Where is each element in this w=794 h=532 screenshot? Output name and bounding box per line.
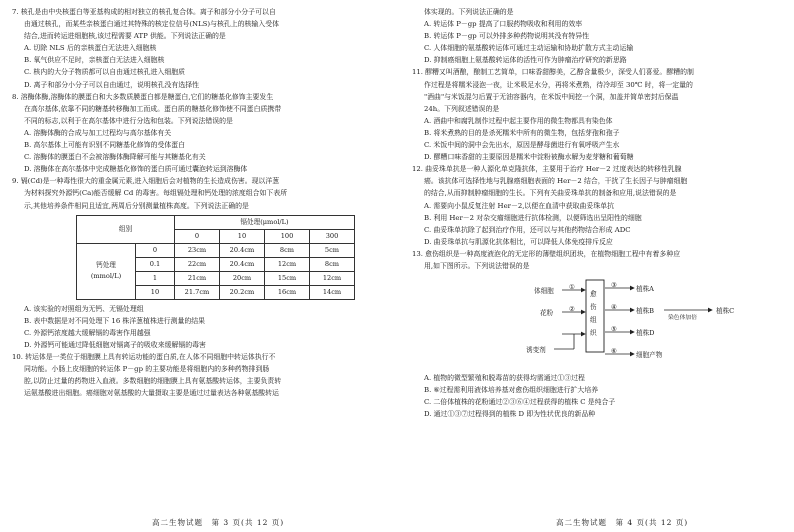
page-footer-left: 高二生物试题 第 3 页(共 12 页)	[152, 518, 285, 527]
question-11	[412, 66, 784, 163]
table-cell: 8cm	[310, 257, 355, 271]
diagram-step-2: ②	[569, 305, 575, 314]
diagram-source-pollen: 花粉	[540, 309, 554, 318]
question-7	[12, 6, 384, 91]
q10-line: 腔,以防止过量的药物进入血液。多数细胞的细胞膜上具有氨基酸转运体，主要负责转	[24, 377, 282, 386]
table-ca-label-2: (mmol/L)	[90, 272, 122, 281]
callus-diagram	[412, 274, 784, 370]
q10-line: 10. 转运体是一类位于细胞膜上具有转运功能的蛋白质,在人体不同细胞中转运体执行不	[12, 352, 276, 361]
q12-line: 的结合,从而抑制肿瘤细胞的生长。下列有关曲妥珠单抗的制备和应用,说法错误的是	[424, 189, 677, 198]
table-cell: 8cm	[265, 243, 310, 257]
q9-option-a: A. 该实验的对照组为无钙、无镉处理组	[24, 304, 144, 313]
table-header-cd: 镉处理(μmol/L)	[175, 215, 355, 229]
q11-line: 11. 醪糟又叫酒酿，酿制工艺简单，口味香甜醇美，乙醇含量极少，深受人们喜爱。醪糟的制	[412, 68, 694, 77]
table-ca-level: 0.1	[136, 257, 175, 271]
diagram-step-6: ⑥	[611, 347, 617, 356]
table-header-group: 组别	[77, 215, 175, 243]
q9-line: 9. 镉(Cd)是一种毒性很大的重金属元素,进入细胞后会对植物的生长造成伤害。现以洋葱	[12, 177, 280, 186]
q12-line: 12. 曲妥珠单抗是一种人源化单克隆抗体，主要用于治疗 Her－2 过度表达的转移性乳腺	[412, 165, 682, 174]
question-12	[412, 163, 784, 248]
table-ca-level: 10	[136, 285, 175, 299]
q9-line: 为材料探究外源钙(Ca)能否缓解 Cd 的毒害。每组镉处理和钙处理的浓度组合如下表所	[24, 189, 288, 198]
table-cell: 15cm	[265, 271, 310, 285]
q8-line: 8. 溶酶体酶,溶酶体的膜蛋白和大多数质膜蛋白都是糖蛋白,它们的糖基化修饰主要发生	[12, 92, 274, 101]
q9-line: 示,其他培养条件相同且适宜,两周后分别测量植株高度。下列说法正确的是	[24, 201, 249, 210]
q7-option-d: D. 离子和部分小分子可以自由通过，说明核孔没有选择性	[24, 80, 200, 89]
diagram-step-1: ①	[569, 283, 575, 292]
q10-option-a: A. 转运体 P－gp 提高了口服药物吸收和利用的效率	[424, 20, 583, 29]
diagram-plant-d: 植株D	[636, 329, 655, 338]
question-10-continued	[412, 6, 784, 66]
q11-option-a: A. 酒曲中和腐乳制作过程中起主要作用的微生物都具有染色体	[424, 116, 613, 125]
q13-option-a: A. 植物的微型繁殖和脱毒苗的获得均需通过①③过程	[424, 374, 585, 383]
q11-line: 作过程是将糯米浸泡一夜，让米吸足水分，再将米煮熟，待冷却至 30℃ 时，将一定量的	[424, 80, 693, 89]
table-cd-level: 0	[175, 229, 220, 243]
table-ca-label-1: 钙处理	[96, 261, 116, 270]
q11-line: 24h。下列叙述错误的是	[424, 104, 500, 113]
diagram-cell-products: 细胞产物	[636, 351, 663, 360]
table-cell: 20.4cm	[220, 243, 265, 257]
q10-line: 运氨基酸进出细胞。癌细胞对氨基酸的大量摄取主要是通过过量表达各种氨基酸转运	[24, 389, 279, 398]
table-cd-level: 100	[265, 229, 310, 243]
q12-option-b: B. 利用 Her－2 对杂交瘤细胞进行抗体检测，以便筛选出呈阳性的细胞	[424, 213, 642, 222]
q12-option-c: C. 曲妥珠单抗除了起到治疗作用，还可以与其他药物结合形成 ADC	[424, 225, 631, 234]
q11-option-c: C. 米饭中间的洞中会先出水，原因是酵母菌进行有氧呼吸产生水	[424, 141, 620, 150]
q10-line: 同功能。小肠上皮细胞的转运体 P－gp 的主要功能是将细胞内的多种药物排到肠	[24, 365, 270, 374]
q11-option-b: B. 将米煮熟的目的是杀死糯米中所有的微生物，包括芽孢和孢子	[424, 128, 620, 137]
question-8	[12, 91, 384, 176]
q8-option-a: A. 溶酶体酶的合成与加工过程均与高尔基体有关	[24, 128, 172, 137]
q8-option-d: D. 溶酶体在高尔基体中完成糖基化修饰的蛋白质可通过囊泡转运到溶酶体	[24, 165, 248, 174]
diagram-chromosome-doubling: 染色体加倍	[668, 315, 697, 322]
q12-option-a: A. 需要向小鼠反复注射 Her－2,以便在血清中获取曲妥珠单抗	[424, 201, 614, 210]
table-cell: 14cm	[310, 285, 355, 299]
q12-line: 癌。该抗体可选择性地与乳腺癌细胞表面的 Her－2 结合，干扰了生长因子与肿瘤细胞	[424, 177, 688, 186]
left-column	[12, 6, 384, 399]
table-cd-level: 10	[220, 229, 265, 243]
diagram-plant-b: 植株B	[636, 307, 655, 316]
table-cell: 21cm	[175, 271, 220, 285]
table-ca-level: 0	[136, 243, 175, 257]
q8-line: 在高尔基体,依靠不同的糖基转移酶加工而成。蛋白质的糖基化修饰使不同蛋白质携带	[24, 104, 282, 113]
q13-line: 13. 愈伤组织是一种高度液泡化的无定形的薄壁组织团块，在植物细胞工程中有着多种应	[412, 249, 681, 258]
diagram-callus-label: 愈伤组织	[590, 290, 597, 338]
q7-option-a: A. 切除 NLS 后的亲核蛋白无法进入细胞核	[24, 44, 157, 53]
q9-option-c: C. 外源钙浓度越大缓解镉的毒害作用越强	[24, 328, 151, 337]
table-cell: 5cm	[310, 243, 355, 257]
q7-line: 由通过核孔，而某些亲核蛋白通过其特殊的核定位信号(NLS)与核孔上的核输入受体	[24, 20, 279, 29]
q10-option-d: D. 抑制癌细胞上氨基酸转运体的活性可作为肿瘤治疗研究的新思路	[424, 56, 627, 65]
diagram-step-3: ③	[611, 281, 617, 290]
q9-option-d: D. 外源钙可能通过降低细胞对镉离子的吸收来缓解镉的毒害	[24, 340, 206, 349]
table-cell: 22cm	[175, 257, 220, 271]
table-cell: 12cm	[265, 257, 310, 271]
q11-option-d: D. 醪糟口味香甜的主要原因是糯米中淀粉被酶水解为麦芽糖和葡萄糖	[424, 153, 634, 162]
q7-line: 7. 核孔是由中央核蛋白等亚基构成的相对独立的核孔复合体。离子和部分小分子可以自	[12, 8, 276, 16]
cadmium-calcium-table	[76, 215, 355, 300]
diagram-step-5: ⑤	[611, 325, 617, 334]
table-header-row	[77, 215, 355, 229]
q10-option-c: C. 人体细胞的氨基酸转运体可通过主动运输和协助扩散方式主动运输	[424, 44, 634, 53]
q13-option-c: C. 二倍体植株的花粉通过②③⑥④过程获得的植株 C 是纯合子	[424, 398, 616, 407]
q13-line: 用,如下图所示。下列说法错误的是	[424, 261, 530, 270]
q7-option-b: B. 氧气供应不足时，亲核蛋白无法进入细胞核	[24, 56, 165, 65]
diagram-plant-a: 植株A	[636, 285, 654, 294]
q8-line: 不同的标志,以利于在高尔基体中进行分选和包装。下列说法错误的是	[24, 116, 233, 125]
q8-option-b: B. 高尔基体上可能有识别不同糖基化修饰的受体蛋白	[24, 141, 186, 150]
table-cell: 23cm	[175, 243, 220, 257]
table-row	[77, 243, 355, 257]
q13-option-b: B. ⑥过程需利用液体培养基对愈伤组织细胞进行扩大培养	[424, 386, 599, 395]
diagram-step-4: ④	[611, 303, 617, 312]
table-cell: 16cm	[265, 285, 310, 299]
table-cell: 20.2cm	[220, 285, 265, 299]
question-10	[12, 351, 384, 399]
q10-option-b: B. 转运体 P－gp 可以外排多种药物说明其没有特异性	[424, 32, 590, 41]
right-column	[412, 6, 784, 420]
table-cell: 12cm	[310, 271, 355, 285]
q13-option-d: D. 通过①③⑦过程得到的植株 D 即为性状优良的新品种	[424, 410, 596, 419]
q8-option-c: C. 溶酶体的膜蛋白不会被溶酶体酶降解可能与其糖基化有关	[24, 153, 206, 162]
diagram-source-somatic-cell: 体细胞	[534, 287, 554, 296]
table-cell: 21.7cm	[175, 285, 220, 299]
q7-line: 结合,进而转运进细胞核,该过程需要 ATP 供能。下列说法正确的是	[24, 32, 226, 41]
table-cell: 20cm	[220, 271, 265, 285]
diagram-source-mutagen: 诱变剂	[526, 346, 546, 355]
q10-line: 体实现的。下列说法正确的是	[424, 8, 514, 16]
page-footer-right: 高二生物试题 第 4 页(共 12 页)	[556, 518, 689, 527]
q9-option-b: B. 表中数据是对不同处理下 16 株洋葱植株进行测量的结果	[24, 316, 206, 325]
diagram-plant-c: 植株C	[716, 307, 735, 316]
table-ca-label	[77, 243, 136, 299]
table-cell: 20.4cm	[220, 257, 265, 271]
table-ca-level: 1	[136, 271, 175, 285]
q11-line: "酒曲"与米饭混匀后置于无油容器内，在米饭中间挖一个洞，加盖并简单密封后保温	[424, 92, 679, 101]
table-cd-level: 300	[310, 229, 355, 243]
question-13	[412, 248, 784, 421]
q7-option-c: C. 核内的大分子物质都可以自由通过核孔进入细胞质	[24, 68, 185, 77]
q12-option-d: D. 曲妥珠单抗与肌源化抗体相比，可以降低人体免疫排斥反应	[424, 237, 613, 246]
question-9	[12, 175, 384, 351]
